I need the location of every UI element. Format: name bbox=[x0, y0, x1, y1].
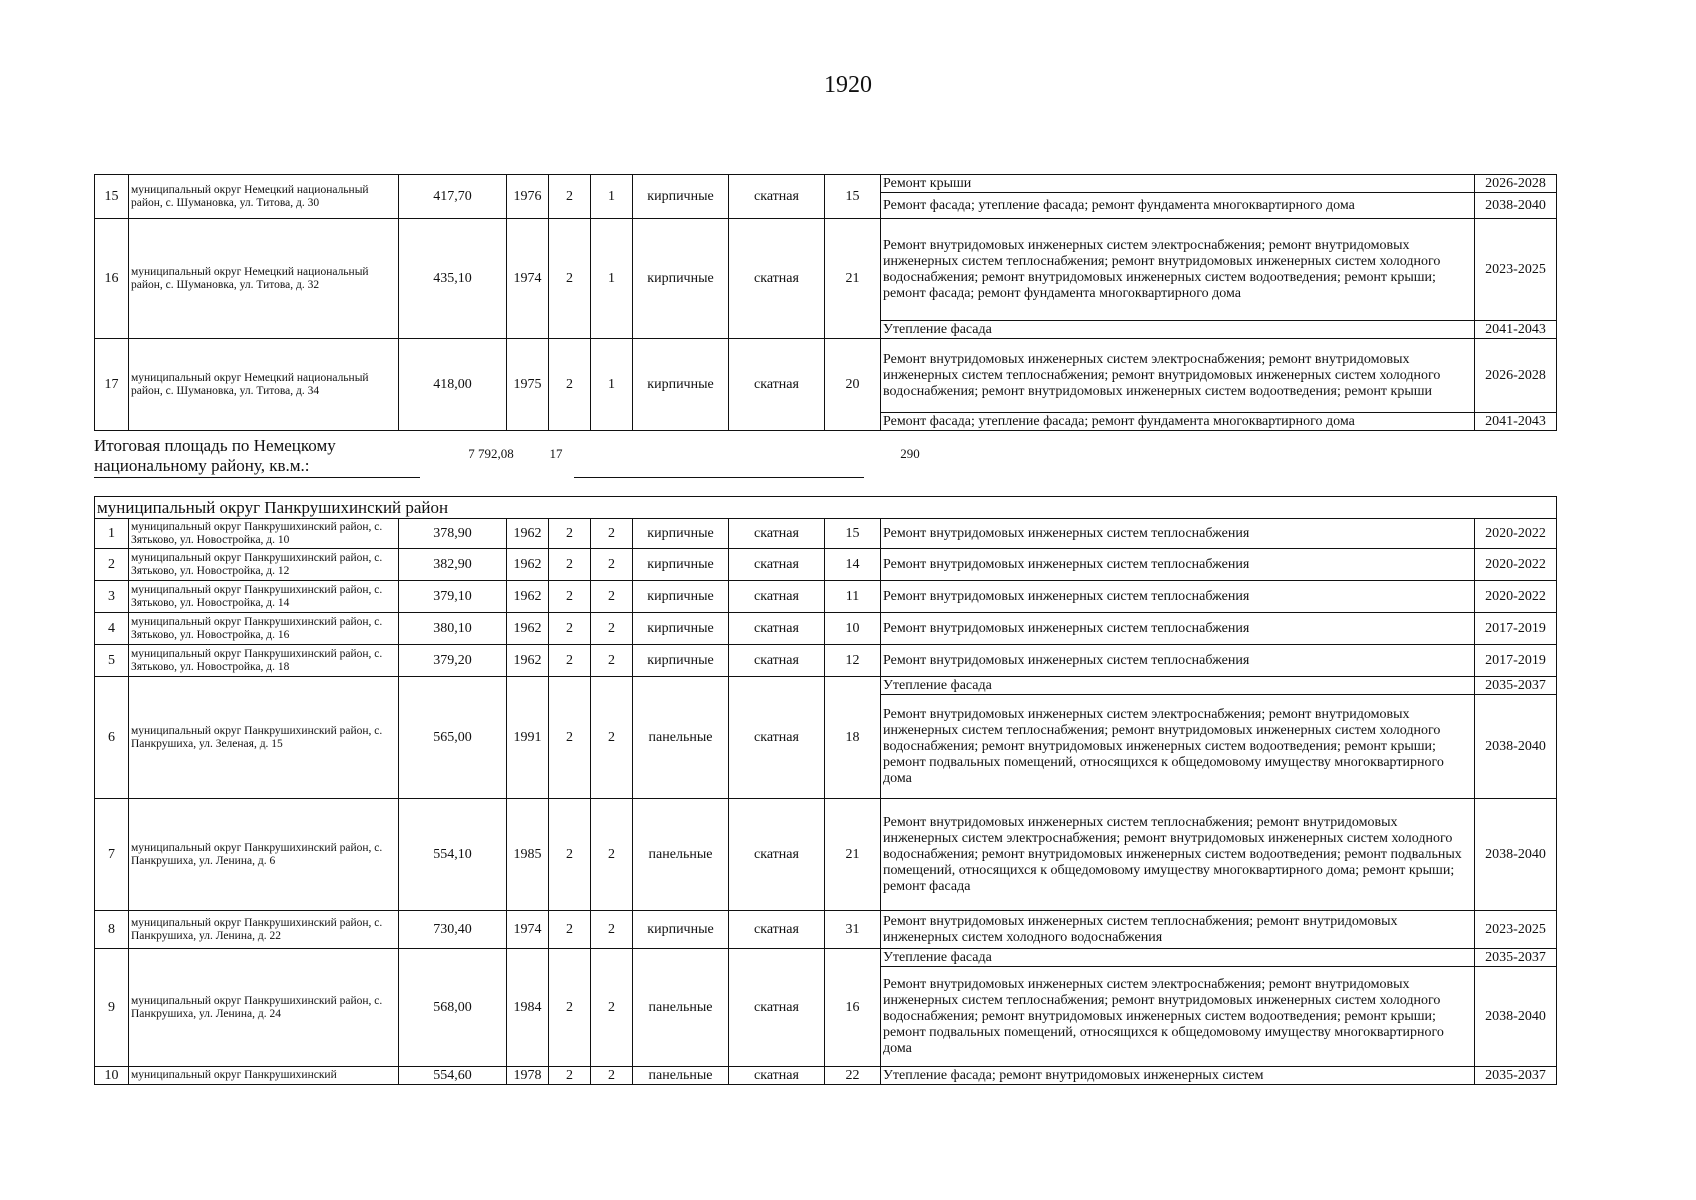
work-types: Ремонт фасада; утепление фасада; ремонт фундамента многоквартирного дома bbox=[881, 193, 1475, 219]
wall-material: панельные bbox=[633, 799, 729, 911]
entrances: 1 bbox=[591, 219, 633, 339]
address: муниципальный округ Панкрушихинский район, с. Зятьково, ул. Новостройка, д. 14 bbox=[129, 581, 399, 613]
address: муниципальный округ Панкрушихинский район, с. Панкрушиха, ул. Ленина, д. 22 bbox=[129, 911, 399, 949]
floors: 2 bbox=[549, 219, 591, 339]
roof-type: скатная bbox=[729, 677, 825, 799]
work-types: Ремонт внутридомовых инженерных систем теплоснабжения bbox=[881, 645, 1475, 677]
total-apartments: 290 bbox=[900, 446, 920, 461]
address: муниципальный округ Панкрушихинский район, с. Панкрушиха, ул. Ленина, д. 6 bbox=[129, 799, 399, 911]
row-number: 7 bbox=[95, 799, 129, 911]
row-number: 17 bbox=[95, 339, 129, 431]
row-number: 10 bbox=[95, 1067, 129, 1085]
entrances: 2 bbox=[591, 581, 633, 613]
apartments: 14 bbox=[825, 549, 881, 581]
work-types: Утепление фасада bbox=[881, 321, 1475, 339]
work-types: Ремонт внутридомовых инженерных систем теплоснабжения; ремонт внутридомовых инженерных систем электроснабжения; ремонт внутридомовых инженерных систем холодного водоснабжения; ремонт внутридомовых инженерных систем водоотведения; ремонт подвальных помещений, относящихся к общедомовому имуществу многоквартирного дома; ремонт крыши; ремонт фасада bbox=[881, 799, 1475, 911]
table-row bbox=[95, 677, 1557, 695]
entrances: 2 bbox=[591, 613, 633, 645]
floors: 2 bbox=[549, 519, 591, 549]
roof-type: скатная bbox=[729, 613, 825, 645]
wall-material: кирпичные bbox=[633, 911, 729, 949]
table-row bbox=[95, 339, 1557, 413]
table-row bbox=[95, 645, 1557, 677]
work-years: 2017-2019 bbox=[1475, 645, 1557, 677]
apartments: 18 bbox=[825, 677, 881, 799]
roof-type: скатная bbox=[729, 219, 825, 339]
total-underline bbox=[94, 477, 420, 478]
wall-material: кирпичные bbox=[633, 613, 729, 645]
work-types: Ремонт внутридомовых инженерных систем теплоснабжения bbox=[881, 581, 1475, 613]
entrances: 2 bbox=[591, 645, 633, 677]
floors: 2 bbox=[549, 799, 591, 911]
section-title: муниципальный округ Панкрушихинский район bbox=[95, 497, 1557, 519]
roof-type: скатная bbox=[729, 645, 825, 677]
work-types: Ремонт крыши bbox=[881, 175, 1475, 193]
entrances: 1 bbox=[591, 175, 633, 219]
build-year: 1974 bbox=[507, 911, 549, 949]
total-area: 730,40 bbox=[399, 911, 507, 949]
work-types: Ремонт внутридомовых инженерных систем электроснабжения; ремонт внутридомовых инженерных систем теплоснабжения; ремонт внутридомовых инженерных систем холодного водоснабжения; ремонт внутридомовых инженерных систем водоотведения; ремонт крыши; ремонт подвальных помещений, относящихся к общедомовому имуществу многоквартирного дома bbox=[881, 967, 1475, 1067]
build-year: 1962 bbox=[507, 581, 549, 613]
work-types: Ремонт фасада; утепление фасада; ремонт фундамента многоквартирного дома bbox=[881, 413, 1475, 431]
floors: 2 bbox=[549, 613, 591, 645]
entrances: 2 bbox=[591, 949, 633, 1067]
roof-type: скатная bbox=[729, 175, 825, 219]
entrances: 2 bbox=[591, 911, 633, 949]
entrances: 2 bbox=[591, 519, 633, 549]
table-row bbox=[95, 613, 1557, 645]
table-row bbox=[95, 949, 1557, 967]
roof-type: скатная bbox=[729, 1067, 825, 1085]
apartments: 12 bbox=[825, 645, 881, 677]
table-row bbox=[95, 581, 1557, 613]
row-number: 3 bbox=[95, 581, 129, 613]
work-years: 2035-2037 bbox=[1475, 677, 1557, 695]
total-area: 382,90 bbox=[399, 549, 507, 581]
total-area: 568,00 bbox=[399, 949, 507, 1067]
floors: 2 bbox=[549, 581, 591, 613]
work-years: 2020-2022 bbox=[1475, 581, 1557, 613]
row-number: 5 bbox=[95, 645, 129, 677]
work-types: Ремонт внутридомовых инженерных систем теплоснабжения; ремонт внутридомовых инженерных систем холодного водоснабжения bbox=[881, 911, 1475, 949]
entrances: 2 bbox=[591, 1067, 633, 1085]
total-area: 565,00 bbox=[399, 677, 507, 799]
row-number: 2 bbox=[95, 549, 129, 581]
table-row bbox=[95, 799, 1557, 911]
work-years: 2026-2028 bbox=[1475, 339, 1557, 413]
row-number: 1 bbox=[95, 519, 129, 549]
work-types: Ремонт внутридомовых инженерных систем теплоснабжения bbox=[881, 519, 1475, 549]
work-years: 2026-2028 bbox=[1475, 175, 1557, 193]
work-types: Ремонт внутридомовых инженерных систем электроснабжения; ремонт внутридомовых инженерных систем теплоснабжения; ремонт внутридомовых инженерных систем холодного водоснабжения; ремонт внутридомовых инженерных систем водоотведения; ремонт крыши bbox=[881, 339, 1475, 413]
work-years: 2035-2037 bbox=[1475, 949, 1557, 967]
table-row bbox=[95, 1067, 1557, 1085]
total-area: 378,90 bbox=[399, 519, 507, 549]
row-number: 16 bbox=[95, 219, 129, 339]
roof-type: скатная bbox=[729, 949, 825, 1067]
table-row bbox=[95, 519, 1557, 549]
apartments: 22 bbox=[825, 1067, 881, 1085]
work-types: Ремонт внутридомовых инженерных систем теплоснабжения bbox=[881, 549, 1475, 581]
floors: 2 bbox=[549, 549, 591, 581]
work-years: 2041-2043 bbox=[1475, 413, 1557, 431]
build-year: 1978 bbox=[507, 1067, 549, 1085]
build-year: 1962 bbox=[507, 613, 549, 645]
floors: 2 bbox=[549, 911, 591, 949]
work-types: Ремонт внутридомовых инженерных систем электроснабжения; ремонт внутридомовых инженерных систем теплоснабжения; ремонт внутридомовых инженерных систем холодного водоснабжения; ремонт внутридомовых инженерных систем водоотведения; ремонт крыши; ремонт фасада; ремонт фундамента многоквартирного дома bbox=[881, 219, 1475, 321]
wall-material: кирпичные bbox=[633, 175, 729, 219]
wall-material: кирпичные bbox=[633, 219, 729, 339]
work-years: 2038-2040 bbox=[1475, 695, 1557, 799]
floors: 2 bbox=[549, 1067, 591, 1085]
work-years: 2041-2043 bbox=[1475, 321, 1557, 339]
address: муниципальный округ Панкрушихинский район, с. Зятьково, ул. Новостройка, д. 10 bbox=[129, 519, 399, 549]
apartments: 10 bbox=[825, 613, 881, 645]
row-number: 15 bbox=[95, 175, 129, 219]
row-number: 4 bbox=[95, 613, 129, 645]
table-row bbox=[95, 911, 1557, 949]
table-row bbox=[95, 175, 1557, 193]
work-years: 2035-2037 bbox=[1475, 1067, 1557, 1085]
wall-material: кирпичные bbox=[633, 339, 729, 431]
work-years: 2020-2022 bbox=[1475, 549, 1557, 581]
build-year: 1991 bbox=[507, 677, 549, 799]
apartments: 11 bbox=[825, 581, 881, 613]
address: муниципальный округ Немецкий национальный район, с. Шумановка, ул. Титова, д. 30 bbox=[129, 175, 399, 219]
houses-table-pankrushikha bbox=[94, 496, 1557, 1085]
work-years: 2023-2025 bbox=[1475, 219, 1557, 321]
wall-material: панельные bbox=[633, 949, 729, 1067]
floors: 2 bbox=[549, 677, 591, 799]
roof-type: скатная bbox=[729, 911, 825, 949]
work-years: 2038-2040 bbox=[1475, 967, 1557, 1067]
roof-type: скатная bbox=[729, 581, 825, 613]
address: муниципальный округ Панкрушихинский район, с. Зятьково, ул. Новостройка, д. 18 bbox=[129, 645, 399, 677]
build-year: 1985 bbox=[507, 799, 549, 911]
wall-material: панельные bbox=[633, 1067, 729, 1085]
wall-material: кирпичные bbox=[633, 645, 729, 677]
address: муниципальный округ Панкрушихинский bbox=[129, 1067, 399, 1085]
address: муниципальный округ Панкрушихинский район, с. Зятьково, ул. Новостройка, д. 16 bbox=[129, 613, 399, 645]
entrances: 2 bbox=[591, 677, 633, 799]
total-label: Итоговая площадь по Немецкому национальному району, кв.м.: bbox=[94, 436, 336, 475]
row-number: 9 bbox=[95, 949, 129, 1067]
entrances: 1 bbox=[591, 339, 633, 431]
total-area: 379,20 bbox=[399, 645, 507, 677]
work-types: Ремонт внутридомовых инженерных систем электроснабжения; ремонт внутридомовых инженерных систем теплоснабжения; ремонт внутридомовых инженерных систем холодного водоснабжения; ремонт внутридомовых инженерных систем водоотведения; ремонт крыши; ремонт подвальных помещений, относящихся к общедомовому имуществу многоквартирного дома bbox=[881, 695, 1475, 799]
work-types: Утепление фасада bbox=[881, 677, 1475, 695]
build-year: 1975 bbox=[507, 339, 549, 431]
roof-type: скатная bbox=[729, 339, 825, 431]
build-year: 1984 bbox=[507, 949, 549, 1067]
apartments: 15 bbox=[825, 519, 881, 549]
roof-type: скатная bbox=[729, 519, 825, 549]
address: муниципальный округ Немецкий национальный район, с. Шумановка, ул. Титова, д. 34 bbox=[129, 339, 399, 431]
apartments: 31 bbox=[825, 911, 881, 949]
work-years: 2020-2022 bbox=[1475, 519, 1557, 549]
build-year: 1974 bbox=[507, 219, 549, 339]
work-years: 2038-2040 bbox=[1475, 799, 1557, 911]
address: муниципальный округ Панкрушихинский район, с. Панкрушиха, ул. Ленина, д. 24 bbox=[129, 949, 399, 1067]
entrances: 2 bbox=[591, 549, 633, 581]
floors: 2 bbox=[549, 949, 591, 1067]
total-area: 7 792,08 bbox=[468, 446, 514, 461]
apartments: 20 bbox=[825, 339, 881, 431]
build-year: 1962 bbox=[507, 645, 549, 677]
work-types: Утепление фасада bbox=[881, 949, 1475, 967]
total-summary bbox=[94, 436, 1594, 480]
work-types: Утепление фасада; ремонт внутридомовых инженерных систем bbox=[881, 1067, 1475, 1085]
total-area: 418,00 bbox=[399, 339, 507, 431]
houses-table-nemetsky bbox=[94, 174, 1557, 431]
roof-type: скатная bbox=[729, 549, 825, 581]
page-number: 1920 bbox=[824, 72, 872, 98]
total-area: 435,10 bbox=[399, 219, 507, 339]
apartments: 21 bbox=[825, 219, 881, 339]
total-area: 417,70 bbox=[399, 175, 507, 219]
address: муниципальный округ Немецкий национальный район, с. Шумановка, ул. Титова, д. 32 bbox=[129, 219, 399, 339]
table-row bbox=[95, 219, 1557, 321]
work-types: Ремонт внутридомовых инженерных систем теплоснабжения bbox=[881, 613, 1475, 645]
wall-material: кирпичные bbox=[633, 519, 729, 549]
apartments: 15 bbox=[825, 175, 881, 219]
apartments: 16 bbox=[825, 949, 881, 1067]
section-title-row bbox=[95, 497, 1557, 519]
floors: 2 bbox=[549, 175, 591, 219]
wall-material: кирпичные bbox=[633, 581, 729, 613]
table-row bbox=[95, 549, 1557, 581]
wall-material: панельные bbox=[633, 677, 729, 799]
build-year: 1976 bbox=[507, 175, 549, 219]
total-area: 379,10 bbox=[399, 581, 507, 613]
build-year: 1962 bbox=[507, 549, 549, 581]
apartments: 21 bbox=[825, 799, 881, 911]
wall-material: кирпичные bbox=[633, 549, 729, 581]
roof-type: скатная bbox=[729, 799, 825, 911]
total-area: 554,60 bbox=[399, 1067, 507, 1085]
floors: 2 bbox=[549, 339, 591, 431]
address: муниципальный округ Панкрушихинский район, с. Панкрушиха, ул. Зеленая, д. 15 bbox=[129, 677, 399, 799]
total-area: 380,10 bbox=[399, 613, 507, 645]
total-count: 17 bbox=[549, 446, 563, 461]
build-year: 1962 bbox=[507, 519, 549, 549]
work-years: 2017-2019 bbox=[1475, 613, 1557, 645]
entrances: 2 bbox=[591, 799, 633, 911]
work-years: 2023-2025 bbox=[1475, 911, 1557, 949]
address: муниципальный округ Панкрушихинский район, с. Зятьково, ул. Новостройка, д. 12 bbox=[129, 549, 399, 581]
row-number: 6 bbox=[95, 677, 129, 799]
row-number: 8 bbox=[95, 911, 129, 949]
work-years: 2038-2040 bbox=[1475, 193, 1557, 219]
total-area: 554,10 bbox=[399, 799, 507, 911]
total-underline-2 bbox=[574, 477, 864, 478]
floors: 2 bbox=[549, 645, 591, 677]
